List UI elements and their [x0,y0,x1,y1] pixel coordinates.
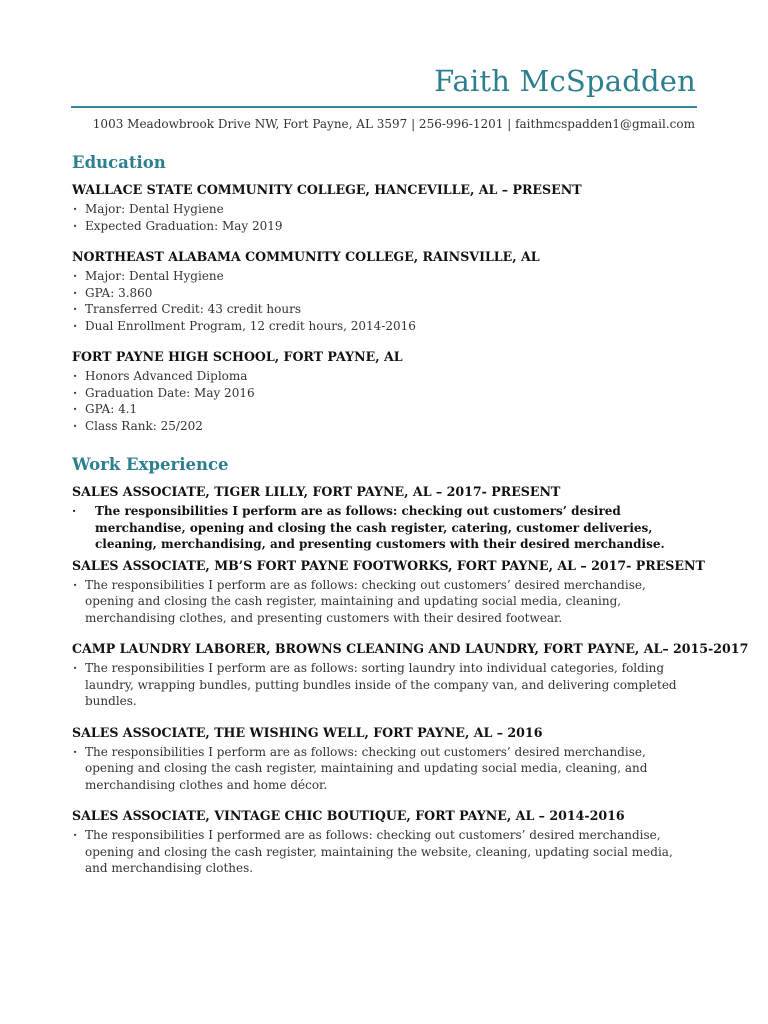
entry-title: SALES ASSOCIATE, THE WISHING WELL, FORT PAYNE, AL – 2016 [72,724,543,740]
resume-name: Faith McSpadden [434,64,696,98]
bullet-list [72,503,698,553]
list-item: · The responsibilities I perform are as follows: checking out customers’ desired merchandise, opening and closing the cash register, catering, customer deliveries, cleaning, merchandising, and presenting customers with their desired merchandise. [72,503,698,553]
entry-title: CAMP LAUNDRY LABORER, BROWNS CLEANING AND LAUNDRY, FORT PAYNE, AL– 2015-2017 [72,641,749,656]
list-item: · Dual Enrollment Program, 12 credit hours, 2014-2016 [72,318,698,335]
bullet-list [72,201,698,234]
list-item: · GPA: 3.860 [72,285,698,302]
list-item: · The responsibilities I performed are as follows: checking out customers’ desired merchandise, opening and closing the cash register, maintaining the website, cleaning, updating social media, and merchandising clothes. [72,827,698,877]
bullet-list [72,577,698,627]
work-entry [72,724,698,794]
list-item: · Class Rank: 25/202 [72,418,698,435]
list-item: · Major: Dental Hygiene [72,201,698,218]
work-experience-heading: Work Experience [72,455,229,474]
list-item: · Expected Graduation: May 2019 [72,218,698,235]
list-item: · Transferred Credit: 43 credit hours [72,301,698,318]
work-entry [72,640,749,710]
list-item: · The responsibilities I perform are as follows: sorting laundry into individual categories, folding laundry, wrapping bundles, putting bundles inside of the company van, and delivering completed bundles. [72,660,698,710]
education-entry [72,181,698,234]
entry-title: SALES ASSOCIATE, VINTAGE CHIC BOUTIQUE, FORT PAYNE, AL – 2014-2016 [72,808,625,823]
list-item: · The responsibilities I perform are as follows: checking out customers’ desired merchandise, opening and closing the cash register, maintaining and updating social media, cleaning, and merchandising clothes and home décor. [72,744,698,794]
bullet-list [72,368,698,434]
education-entry [72,248,698,334]
work-entry [72,807,698,877]
education-heading: Education [72,153,166,172]
work-entry [72,557,705,627]
header-divider [71,106,697,108]
bullet-list [72,744,698,794]
entry-title: FORT PAYNE HIGH SCHOOL, FORT PAYNE, AL [72,349,403,364]
list-item: · The responsibilities I perform are as follows: checking out customers’ desired merchandise, opening and closing the cash register, maintaining and updating social media, cleaning, merchandising clothes, and presenting customers with their desired footwear. [72,577,698,627]
bullet-list [72,660,698,710]
bullet-list [72,268,698,334]
entry-title: WALLACE STATE COMMUNITY COLLEGE, HANCEVILLE, AL – PRESENT [72,182,582,197]
work-entry [72,483,698,553]
entry-title: NORTHEAST ALABAMA COMMUNITY COLLEGE, RAINSVILLE, AL [72,249,540,264]
list-item: · Honors Advanced Diploma [72,368,698,385]
list-item: · Major: Dental Hygiene [72,268,698,285]
entry-title: SALES ASSOCIATE, TIGER LILLY, FORT PAYNE, AL – 2017- PRESENT [72,484,561,499]
resume-content [72,152,749,891]
education-entry [72,348,698,434]
contact-line: 1003 Meadowbrook Drive NW, Fort Payne, AL 3597 | 256-996-1201 | faithmcspadden1@gmail.com [92,117,695,131]
list-item: · Graduation Date: May 2016 [72,385,698,402]
entry-title: SALES ASSOCIATE, MB’S FORT PAYNE FOOTWORKS, FORT PAYNE, AL – 2017- PRESENT [72,557,705,573]
bullet-list [72,827,698,877]
list-item: · GPA: 4.1 [72,401,698,418]
